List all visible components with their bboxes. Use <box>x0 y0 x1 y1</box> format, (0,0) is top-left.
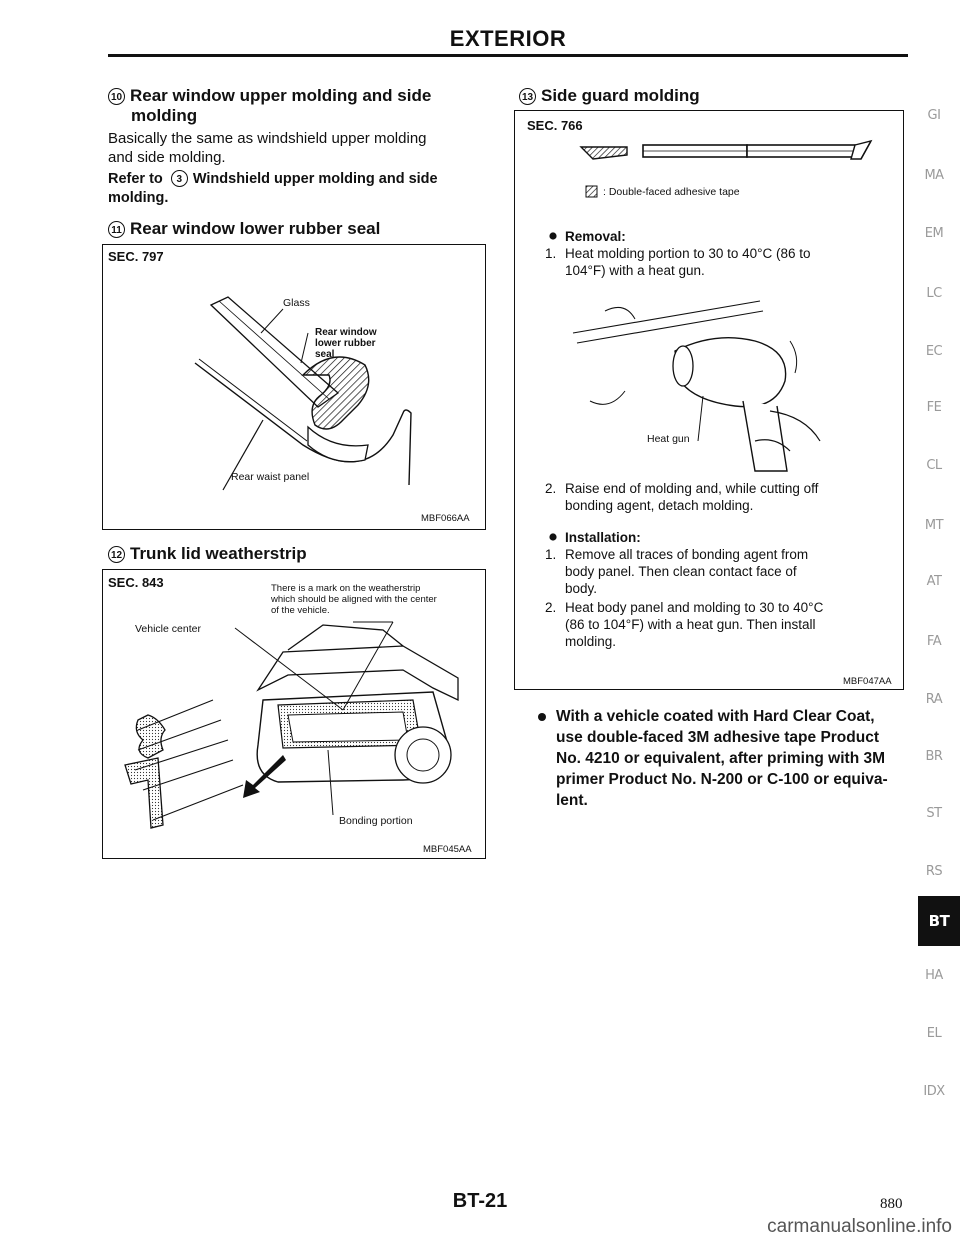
section-10-title <box>108 86 498 126</box>
note-line-3: No. 4210 or equivalent, after priming with 3M <box>556 750 886 767</box>
figure-sec-766: SEC. 766 <box>527 118 583 133</box>
label-seal-line1: Rear window <box>315 327 377 338</box>
installation-step-1-num: 1. <box>545 547 557 562</box>
note-line3: of the vehicle. <box>271 605 330 616</box>
note-line-2: use double-faced 3M adhesive tape Product <box>556 729 879 746</box>
tab-gi[interactable]: GI <box>927 108 941 123</box>
refer-to-text: Refer to <box>108 171 163 187</box>
tab-mt[interactable]: MT <box>924 518 944 533</box>
removal-step-2 <box>545 480 895 513</box>
page-header-title: EXTERIOR <box>449 26 567 51</box>
figure-sec-797: SEC. 797 <box>108 249 164 264</box>
installation-step-2-line1: Heat body panel and molding to 30 to 40°C <box>565 600 824 615</box>
installation-step-1-line3: body. <box>565 581 598 596</box>
figure-rear-window-seal <box>102 244 486 530</box>
figure-sec-843: SEC. 843 <box>108 575 164 590</box>
removal-step-1 <box>545 245 895 278</box>
figure-code-mbf047aa: MBF047AA <box>843 676 892 687</box>
refer-line2: molding. <box>108 190 169 206</box>
header-rule <box>108 54 908 57</box>
watermark: carmanualsonline.info <box>767 1216 952 1237</box>
installation-step-2-line3: molding. <box>565 634 617 649</box>
tab-rs[interactable]: RS <box>925 864 943 879</box>
section-10-title-line2: molding <box>131 106 198 125</box>
page-number: 880 <box>880 1196 903 1212</box>
tab-ra[interactable]: RA <box>925 692 943 707</box>
note-line2: which should be aligned with the center <box>271 594 437 605</box>
installation-label: Installation: <box>565 530 641 545</box>
label-seal-line3: seal <box>315 349 335 360</box>
section-number-11: 11 <box>108 221 125 238</box>
installation-step-2 <box>545 599 895 649</box>
section-number-12: 12 <box>108 546 125 563</box>
label-vehicle-center: Vehicle center <box>135 623 201 635</box>
section-10-body <box>108 129 498 167</box>
figure-code-mbf066aa: MBF066AA <box>421 513 470 524</box>
label-glass: Glass <box>283 297 310 309</box>
tab-fe[interactable]: FE <box>926 400 942 415</box>
tab-fa[interactable]: FA <box>926 634 942 649</box>
legend-adhesive-tape: : Double-faced adhesive tape <box>603 186 740 198</box>
tab-ha[interactable]: HA <box>925 968 943 983</box>
removal-step-1-num: 1. <box>545 246 557 261</box>
label-seal-line2: lower rubber <box>315 338 376 349</box>
removal-step-2-num: 2. <box>545 481 557 496</box>
label-heat-gun: Heat gun <box>647 433 690 445</box>
installation-step-1 <box>545 546 895 596</box>
section-11-title-text: Rear window lower rubber seal <box>130 219 381 238</box>
tab-bt-active[interactable]: BT <box>918 896 960 946</box>
section-12-title-text: Trunk lid weatherstrip <box>130 544 307 563</box>
note-line-5: lent. <box>556 792 588 809</box>
section-10-body-line1: Basically the same as windshield upper molding <box>108 130 427 147</box>
section-10-title-line1: Rear window upper molding and side <box>130 86 432 105</box>
removal-step-1-line1: Heat molding portion to 30 to 40°C (86 to <box>565 246 811 261</box>
tab-ma[interactable]: MA <box>924 168 944 183</box>
figure-trunk-weatherstrip <box>102 569 486 859</box>
tab-el[interactable]: EL <box>926 1026 942 1041</box>
section-10-reference <box>108 170 498 208</box>
tab-st[interactable]: ST <box>926 806 942 821</box>
label-rear-window-seal <box>315 327 377 360</box>
section-13-title-text: Side guard molding <box>541 86 700 105</box>
note-line-1: With a vehicle coated with Hard Clear Coat, <box>556 708 875 725</box>
installation-step-1-line2: body panel. Then clean contact face of <box>565 564 797 579</box>
tab-ec[interactable]: EC <box>925 344 943 359</box>
label-bonding-portion: Bonding portion <box>339 815 413 827</box>
installation-step-2-line2: (86 to 104°F) with a heat gun. Then install <box>565 617 816 632</box>
figure-code-mbf045aa: MBF045AA <box>423 844 472 855</box>
removal-step-2-line1: Raise end of molding and, while cutting off <box>565 481 819 496</box>
hard-clear-coat-note <box>556 706 908 811</box>
tab-at[interactable]: AT <box>926 574 942 589</box>
tab-idx[interactable]: IDX <box>923 1084 945 1099</box>
tab-br[interactable]: BR <box>925 749 943 764</box>
section-number-13: 13 <box>519 88 536 105</box>
removal-step-1-line2: 104°F) with a heat gun. <box>565 263 705 278</box>
figure-side-guard-molding <box>514 110 904 690</box>
removal-label: Removal: <box>565 229 626 244</box>
note-line-4: primer Product No. N-200 or C-100 or equiva- <box>556 771 888 788</box>
section-13-title <box>519 86 909 106</box>
section-11-title <box>108 219 498 239</box>
section-number-10: 10 <box>108 88 125 105</box>
section-10-body-line2: and side molding. <box>108 149 226 166</box>
label-rear-waist-panel: Rear waist panel <box>231 471 310 483</box>
refer-title: Windshield upper molding and side <box>192 171 438 187</box>
note-line1: There is a mark on the weatherstrip <box>271 583 421 594</box>
installation-step-1-line1: Remove all traces of bonding agent from <box>565 547 809 562</box>
note-bullet <box>538 713 546 721</box>
page-label: BT-21 <box>452 1190 508 1212</box>
removal-step-2-line2: bonding agent, detach molding. <box>565 498 754 513</box>
installation-step-2-num: 2. <box>545 600 557 615</box>
tab-lc[interactable]: LC <box>926 286 942 301</box>
refer-number-3: 3 <box>171 170 188 187</box>
tab-cl[interactable]: CL <box>926 458 942 473</box>
rear-window-seal-drawing <box>103 245 484 528</box>
section-12-title <box>108 544 498 564</box>
tab-em[interactable]: EM <box>924 226 944 241</box>
trunk-weatherstrip-drawing <box>103 570 484 857</box>
